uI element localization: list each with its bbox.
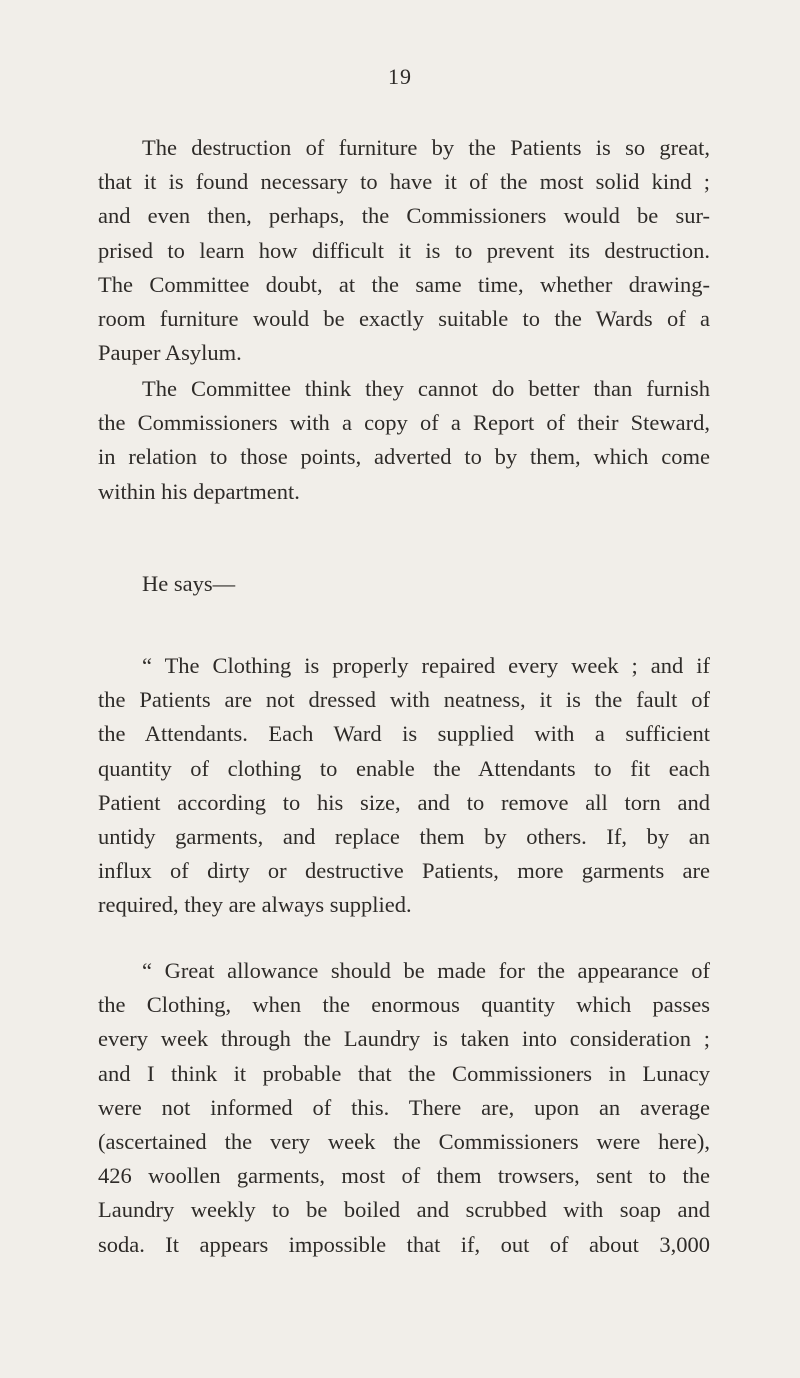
text-line: and I think it probable that the Commissioners in Lunacy	[98, 1060, 710, 1086]
paragraph-he-says	[98, 567, 710, 601]
paragraph-laundry-quote	[98, 954, 710, 1262]
text-line: “ The Clothing is properly repaired every week ; and if	[142, 653, 710, 678]
text-line: the Attendants. Each Ward is supplied with a sufficient	[98, 721, 710, 747]
text-line: in relation to those points, adverted to by them, which come	[98, 444, 710, 470]
text-line: were not informed of this. There are, upon an average	[98, 1094, 710, 1120]
page-number: 19	[388, 64, 412, 89]
paragraph-clothing-quote	[98, 649, 710, 923]
text-line: within his department.	[98, 478, 300, 504]
text-line: Patient according to his size, and to remove all torn and	[98, 789, 710, 815]
text-line: untidy garments, and replace them by others. If, by an	[98, 823, 710, 849]
text-line: the Commissioners with a copy of a Report of their Steward,	[98, 410, 710, 436]
text-line: that it is found necessary to have it of the most solid kind ;	[98, 169, 710, 195]
text-line: “ Great allowance should be made for the appearance of	[142, 958, 710, 983]
text-line: the Clothing, when the enormous quantity which passes	[98, 992, 710, 1018]
paragraph-steward-report	[98, 372, 710, 509]
text-line: 426 woollen garments, most of them trowsers, sent to the	[98, 1163, 710, 1189]
text-line: influx of dirty or destructive Patients, more garments are	[98, 858, 710, 884]
text-line: The Committee think they cannot do better than furnish	[142, 376, 710, 401]
text-line: He says—	[142, 571, 236, 596]
text-line: room furniture would be exactly suitable to the Wards of a	[98, 305, 710, 331]
text-line: prised to learn how difficult it is to prevent its destruction.	[98, 237, 710, 263]
text-line: and even then, perhaps, the Commissioners would be sur-	[98, 203, 710, 229]
text-line: Pauper Asylum.	[98, 340, 242, 366]
text-line: quantity of clothing to enable the Attendants to fit each	[98, 755, 710, 781]
text-line: (ascertained the very week the Commissioners were here),	[98, 1128, 710, 1154]
text-line: The destruction of furniture by the Patients is so great,	[142, 135, 710, 160]
text-line: required, they are always supplied.	[98, 892, 412, 918]
text-line: every week through the Laundry is taken into consideration ;	[98, 1026, 710, 1052]
text-line: Laundry weekly to be boiled and scrubbed with soap and	[98, 1197, 710, 1223]
paragraph-furniture	[98, 131, 710, 370]
text-line: soda. It appears impossible that if, out of about 3,000	[98, 1231, 710, 1257]
text-line: The Committee doubt, at the same time, whether drawing-	[98, 271, 710, 297]
text-line: the Patients are not dressed with neatness, it is the fault of	[98, 687, 710, 713]
